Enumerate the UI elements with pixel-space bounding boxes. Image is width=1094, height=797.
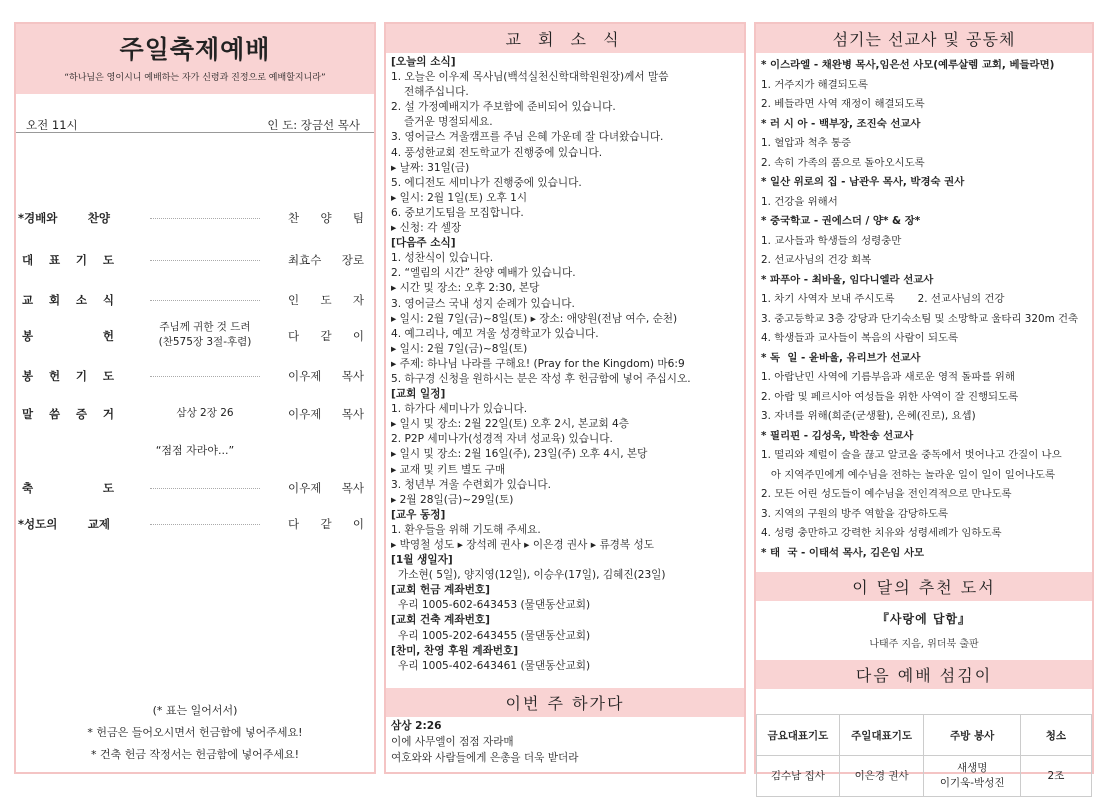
- table-header-cell: 청소: [1020, 715, 1091, 756]
- news-line: 1. 오늘은 이우제 목사님(백석실천신학대학원원장)께서 말씀: [391, 71, 669, 84]
- news-line: ▸ 시간 및 장소: 오후 2:30, 본당: [391, 282, 540, 295]
- news-line: 가소현( 5일), 양지영(12일), 이승우(17일), 김혜진(23일): [398, 569, 666, 582]
- order-item-person: 인 도 자: [288, 293, 364, 307]
- mission-prayer-line: 1. 교사들과 학생들의 성령충만: [761, 234, 902, 247]
- news-line: 5. 에디전도 세미나가 진행중에 있습니다.: [391, 176, 582, 189]
- building-note: * 건축 헌금 작정서는 헌금함에 넣어주세요!: [90, 748, 300, 761]
- offering-note: * 헌금은 들어오시면서 헌금함에 넣어주세요!: [87, 726, 303, 739]
- mission-prayer-line: 2. 모든 어린 성도들이 예수님을 전인격적으로 만나도록: [761, 488, 1012, 500]
- title-banner: [16, 24, 374, 94]
- order-item-name: 대 표 기 도: [22, 253, 114, 267]
- news-section-heading: [1월 생일자]: [391, 554, 453, 567]
- church-news-panel: [384, 22, 746, 774]
- dotted-leader: [150, 524, 260, 525]
- news-line: 4. 풍성한교회 전도학교가 진행중에 있습니다.: [391, 146, 603, 159]
- news-line: 3. 청년부 겨울 수련회가 있습니다.: [391, 478, 551, 491]
- news-section-heading: [교우 동정]: [391, 508, 446, 521]
- news-line: ▸ 일시 및 장소: 2월 16일(주), 23일(주) 오후 4시, 본당: [391, 448, 648, 461]
- mission-prayer-line: 2. 아랍 및 페르시아 여성들을 위한 사역이 잘 진행되도록: [761, 390, 1019, 403]
- mission-prayer-line: 3. 중고등학교 3층 강당과 단기숙소팀 및 소망학교 울타리 320m 건축: [761, 312, 1079, 325]
- news-line: 4. 예그리나, 예꼬 겨울 성경학교가 있습니다.: [391, 327, 599, 340]
- mission-prayer-line: 2. 속히 가족의 품으로 돌아오시도록: [761, 156, 925, 169]
- verse-line-2: 여호와와 사람들에게 은총을 더욱 받더라: [391, 752, 579, 764]
- news-list: [386, 53, 744, 676]
- news-line: 즐거운 명절되세요.: [404, 116, 493, 129]
- order-row: [22, 406, 364, 426]
- news-line: ▸ 일시: 2월 1일(토) 오후 1시: [391, 191, 528, 204]
- mission-prayer-line: 2. 선교사님의 건강 회복: [761, 254, 872, 266]
- news-section-heading: [다음주 소식]: [391, 237, 456, 250]
- order-item-name: *경배와 찬양: [18, 211, 110, 225]
- order-row: [22, 292, 364, 312]
- news-line: 1. 하가다 세미나가 있습니다.: [391, 403, 528, 416]
- news-line: 우리 1005-402-643461 (물댄동산교회): [398, 659, 591, 672]
- news-line: 1. 성찬식이 있습니다.: [391, 252, 494, 265]
- missions-panel: [754, 22, 1094, 789]
- service-time: 오전 11시: [26, 118, 78, 132]
- next-servers-table: [756, 714, 1092, 797]
- order-item-person: 다 같 이: [288, 329, 364, 343]
- order-item-person: 이우제 목사: [288, 407, 364, 421]
- table-cell: 김수남 집사: [757, 756, 840, 797]
- page-subtitle: “하나님은 영이시니 예배하는 자가 신령과 진정으로 예배할지니라”: [64, 73, 326, 83]
- book-name: 『사랑에 답함』: [876, 612, 972, 626]
- order-row: [18, 516, 364, 536]
- table-header-cell: 주일대표기도: [839, 715, 924, 756]
- mission-heading: * 필리핀 - 김성욱, 박찬송 선교사: [761, 429, 914, 442]
- order-item-person: 최효수 장로: [288, 253, 364, 267]
- table-header-row: [757, 715, 1092, 756]
- news-line: 2. “엘림의 시간” 찬양 예배가 있습니다.: [391, 267, 576, 280]
- week-banner: [386, 688, 744, 717]
- news-line: 3. 영어글스 겨울캠프를 주님 은혜 가운데 잘 다녀왔습니다.: [391, 131, 664, 144]
- order-row: [22, 480, 364, 500]
- news-title: 교 회 소 식: [386, 24, 744, 53]
- news-line: 5. 하구경 신청을 원하시는 분은 작성 후 헌금함에 넣어 주십시오.: [391, 372, 691, 385]
- order-item-name: *성도의 교제: [18, 517, 110, 531]
- mission-prayer-line: 1. 혈압과 척추 통증: [761, 137, 852, 149]
- order-item-name: 봉 헌: [22, 329, 114, 343]
- order-item-person: 찬 양 팀: [288, 211, 364, 225]
- dotted-leader: [150, 218, 260, 219]
- page-title: 주일축제예배: [119, 35, 271, 64]
- order-item-person: 다 같 이: [288, 517, 364, 531]
- news-line: 6. 중보기도팀을 모집합니다.: [391, 206, 524, 219]
- book-author: 나태주 지음, 위더북 출판: [869, 639, 979, 650]
- time-row: [26, 117, 360, 133]
- table-cell: 이은경 권사: [839, 756, 924, 797]
- news-section-heading: [교회 일정]: [391, 388, 446, 401]
- divider: [16, 132, 374, 133]
- order-item-person: 이우제 목사: [288, 481, 364, 495]
- mission-heading: * 독 일 - 윤바울, 유리브가 선교사: [761, 351, 921, 364]
- dotted-leader: [150, 300, 260, 301]
- missions-title: 섬기는 선교사 및 공동체: [756, 24, 1092, 53]
- news-section-heading: [교회 건축 계좌번호]: [391, 614, 490, 627]
- news-line: ▸ 일시 및 장소: 2월 22일(토) 오후 2시, 본교회 4층: [391, 418, 630, 431]
- news-line: ▸ 주제: 하나님 나라를 구해요! (Pray for the Kingdom) 마6:9: [391, 357, 685, 370]
- dotted-leader: [150, 260, 260, 261]
- table-row: [757, 756, 1092, 797]
- news-line: ▸ 박영철 성도 ▸ 장석례 권사 ▸ 이은경 권사 ▸ 류경복 성도: [391, 539, 654, 551]
- missions-list: [756, 53, 1092, 563]
- mission-prayer-line: 3. 자녀를 위해(희준(군생활), 은혜(진로), 요셉): [761, 410, 976, 422]
- mission-heading: * 중국학교 - 권에스더 / 양* & 장*: [761, 215, 921, 227]
- table-cell: 2조: [1020, 756, 1091, 797]
- mission-prayer-line: 아 지역주민에게 예수님을 전하는 놀라운 일이 일이 일어나도록: [761, 468, 1055, 481]
- verse-line-1: 이에 사무엘이 점점 자라매: [391, 736, 514, 748]
- news-section-heading: [교회 헌금 계좌번호]: [391, 584, 490, 597]
- book-block: [756, 602, 1092, 650]
- order-item-detail: 삼상 2장 26: [176, 407, 234, 419]
- news-line: 2. 설 가정예배지가 주보함에 준비되어 있습니다.: [391, 101, 616, 114]
- table-cell: 새생명 이기욱-박성진: [924, 756, 1020, 797]
- mission-heading: * 태 국 - 이태석 목사, 김은임 사모: [761, 546, 925, 559]
- order-item-detail: 주님께 귀한 것 드려 (찬575장 3절-후렴): [158, 321, 252, 348]
- order-item-name: 축 도: [22, 481, 114, 495]
- news-section-heading: [찬미, 찬영 후원 계좌번호]: [391, 644, 519, 657]
- mission-prayer-line: 4. 성령 충만하고 강력한 치유와 성령세례가 임하도록: [761, 527, 1002, 539]
- news-line: 3. 영어글스 국내 성지 순례가 있습니다.: [391, 297, 575, 310]
- mission-prayer-line: 1. 건강을 위해서: [761, 195, 838, 208]
- news-line: 1. 환우들을 위해 기도해 주세요.: [391, 523, 541, 536]
- verse-ref: 삼상 2:26: [391, 720, 442, 732]
- mission-prayer-line: 4. 학생들과 교사들이 복음의 사람이 되도록: [761, 332, 959, 344]
- order-item-person: 이우제 목사: [288, 369, 364, 383]
- mission-prayer-line: 2. 베들라면 사역 재정이 해결되도록: [761, 98, 925, 110]
- table-header-cell: 주방 봉사: [924, 715, 1020, 756]
- order-row: [22, 252, 364, 272]
- news-line: ▸ 일시: 2월 7일(금)~8일(토) ▸ 장소: 애양원(전남 여수, 순천): [391, 312, 678, 325]
- mission-prayer-line: 1. 거주지가 해결되도록: [761, 78, 868, 91]
- dotted-leader: [150, 488, 260, 489]
- week-title: 이번 주 하가다: [505, 694, 625, 713]
- table-header-cell: 금요대표기도: [757, 715, 840, 756]
- mission-prayer-line: 3. 지역의 구원의 방주 역할을 감당하도록: [761, 507, 949, 520]
- mission-heading: * 이스라엘 - 채완병 목사,임은선 사모(예루살렘 교회, 베들라면): [761, 59, 1055, 71]
- mission-heading: * 일산 위로의 집 - 남관우 목사, 박경숙 권사: [761, 176, 965, 188]
- order-row: [18, 210, 364, 230]
- news-line: 우리 1005-202-643455 (물댄동산교회): [398, 629, 591, 642]
- order-item-name: 봉 헌 기 도: [22, 369, 114, 383]
- news-line: 전해주십니다.: [404, 86, 469, 99]
- mission-heading: * 파푸아 - 최바울, 임다니엘라 선교사: [761, 273, 934, 286]
- news-line: ▸ 신청: 각 셀장: [391, 222, 462, 235]
- news-section-heading: [오늘의 소식]: [391, 56, 456, 68]
- mission-prayer-line: 1. 떨리와 제럴이 술을 끊고 알코올 중독에서 벗어나고 간질이 나으: [761, 449, 1062, 461]
- news-line: ▸ 날짜: 31일(금): [391, 161, 470, 174]
- news-line: 2. P2P 세미나가(성경적 자녀 성교육) 있습니다.: [391, 433, 613, 446]
- sermon-title: “점점 자라야...”: [155, 444, 235, 457]
- news-line: ▸ 교재 및 키트 별도 구매: [391, 463, 506, 476]
- next-banner: 다음 예배 섬김이: [756, 660, 1092, 689]
- mission-prayer-line: 1. 아랍난민 사역에 기름부음과 새로운 영적 돌파를 위해: [761, 371, 1015, 383]
- order-row: [22, 321, 364, 348]
- news-line: 우리 1005-602-643453 (물댄동산교회): [398, 599, 591, 612]
- week-verse: [391, 718, 578, 766]
- news-line: ▸ 일시: 2월 7일(금)~8일(토): [391, 342, 528, 355]
- news-line: ▸ 2월 28일(금)~29일(토): [391, 493, 514, 506]
- worship-order-panel: [14, 22, 376, 774]
- mission-prayer-line: 1. 차기 사역자 보내 주시도록 2. 선교사님의 건강: [761, 293, 1005, 305]
- book-banner: 이 달의 추천 도서: [756, 572, 1092, 601]
- service-leader: 인 도: 장금선 목사: [267, 118, 360, 132]
- mission-heading: * 러 시 아 - 백부장, 조진숙 선교사: [761, 117, 921, 130]
- dotted-leader: [150, 376, 260, 377]
- order-item-name: 말 씀 증 거: [22, 407, 114, 421]
- standing-note: (* 표는 일어서서): [152, 704, 238, 717]
- order-row: [22, 368, 364, 388]
- order-item-name: 교 회 소 식: [22, 293, 114, 307]
